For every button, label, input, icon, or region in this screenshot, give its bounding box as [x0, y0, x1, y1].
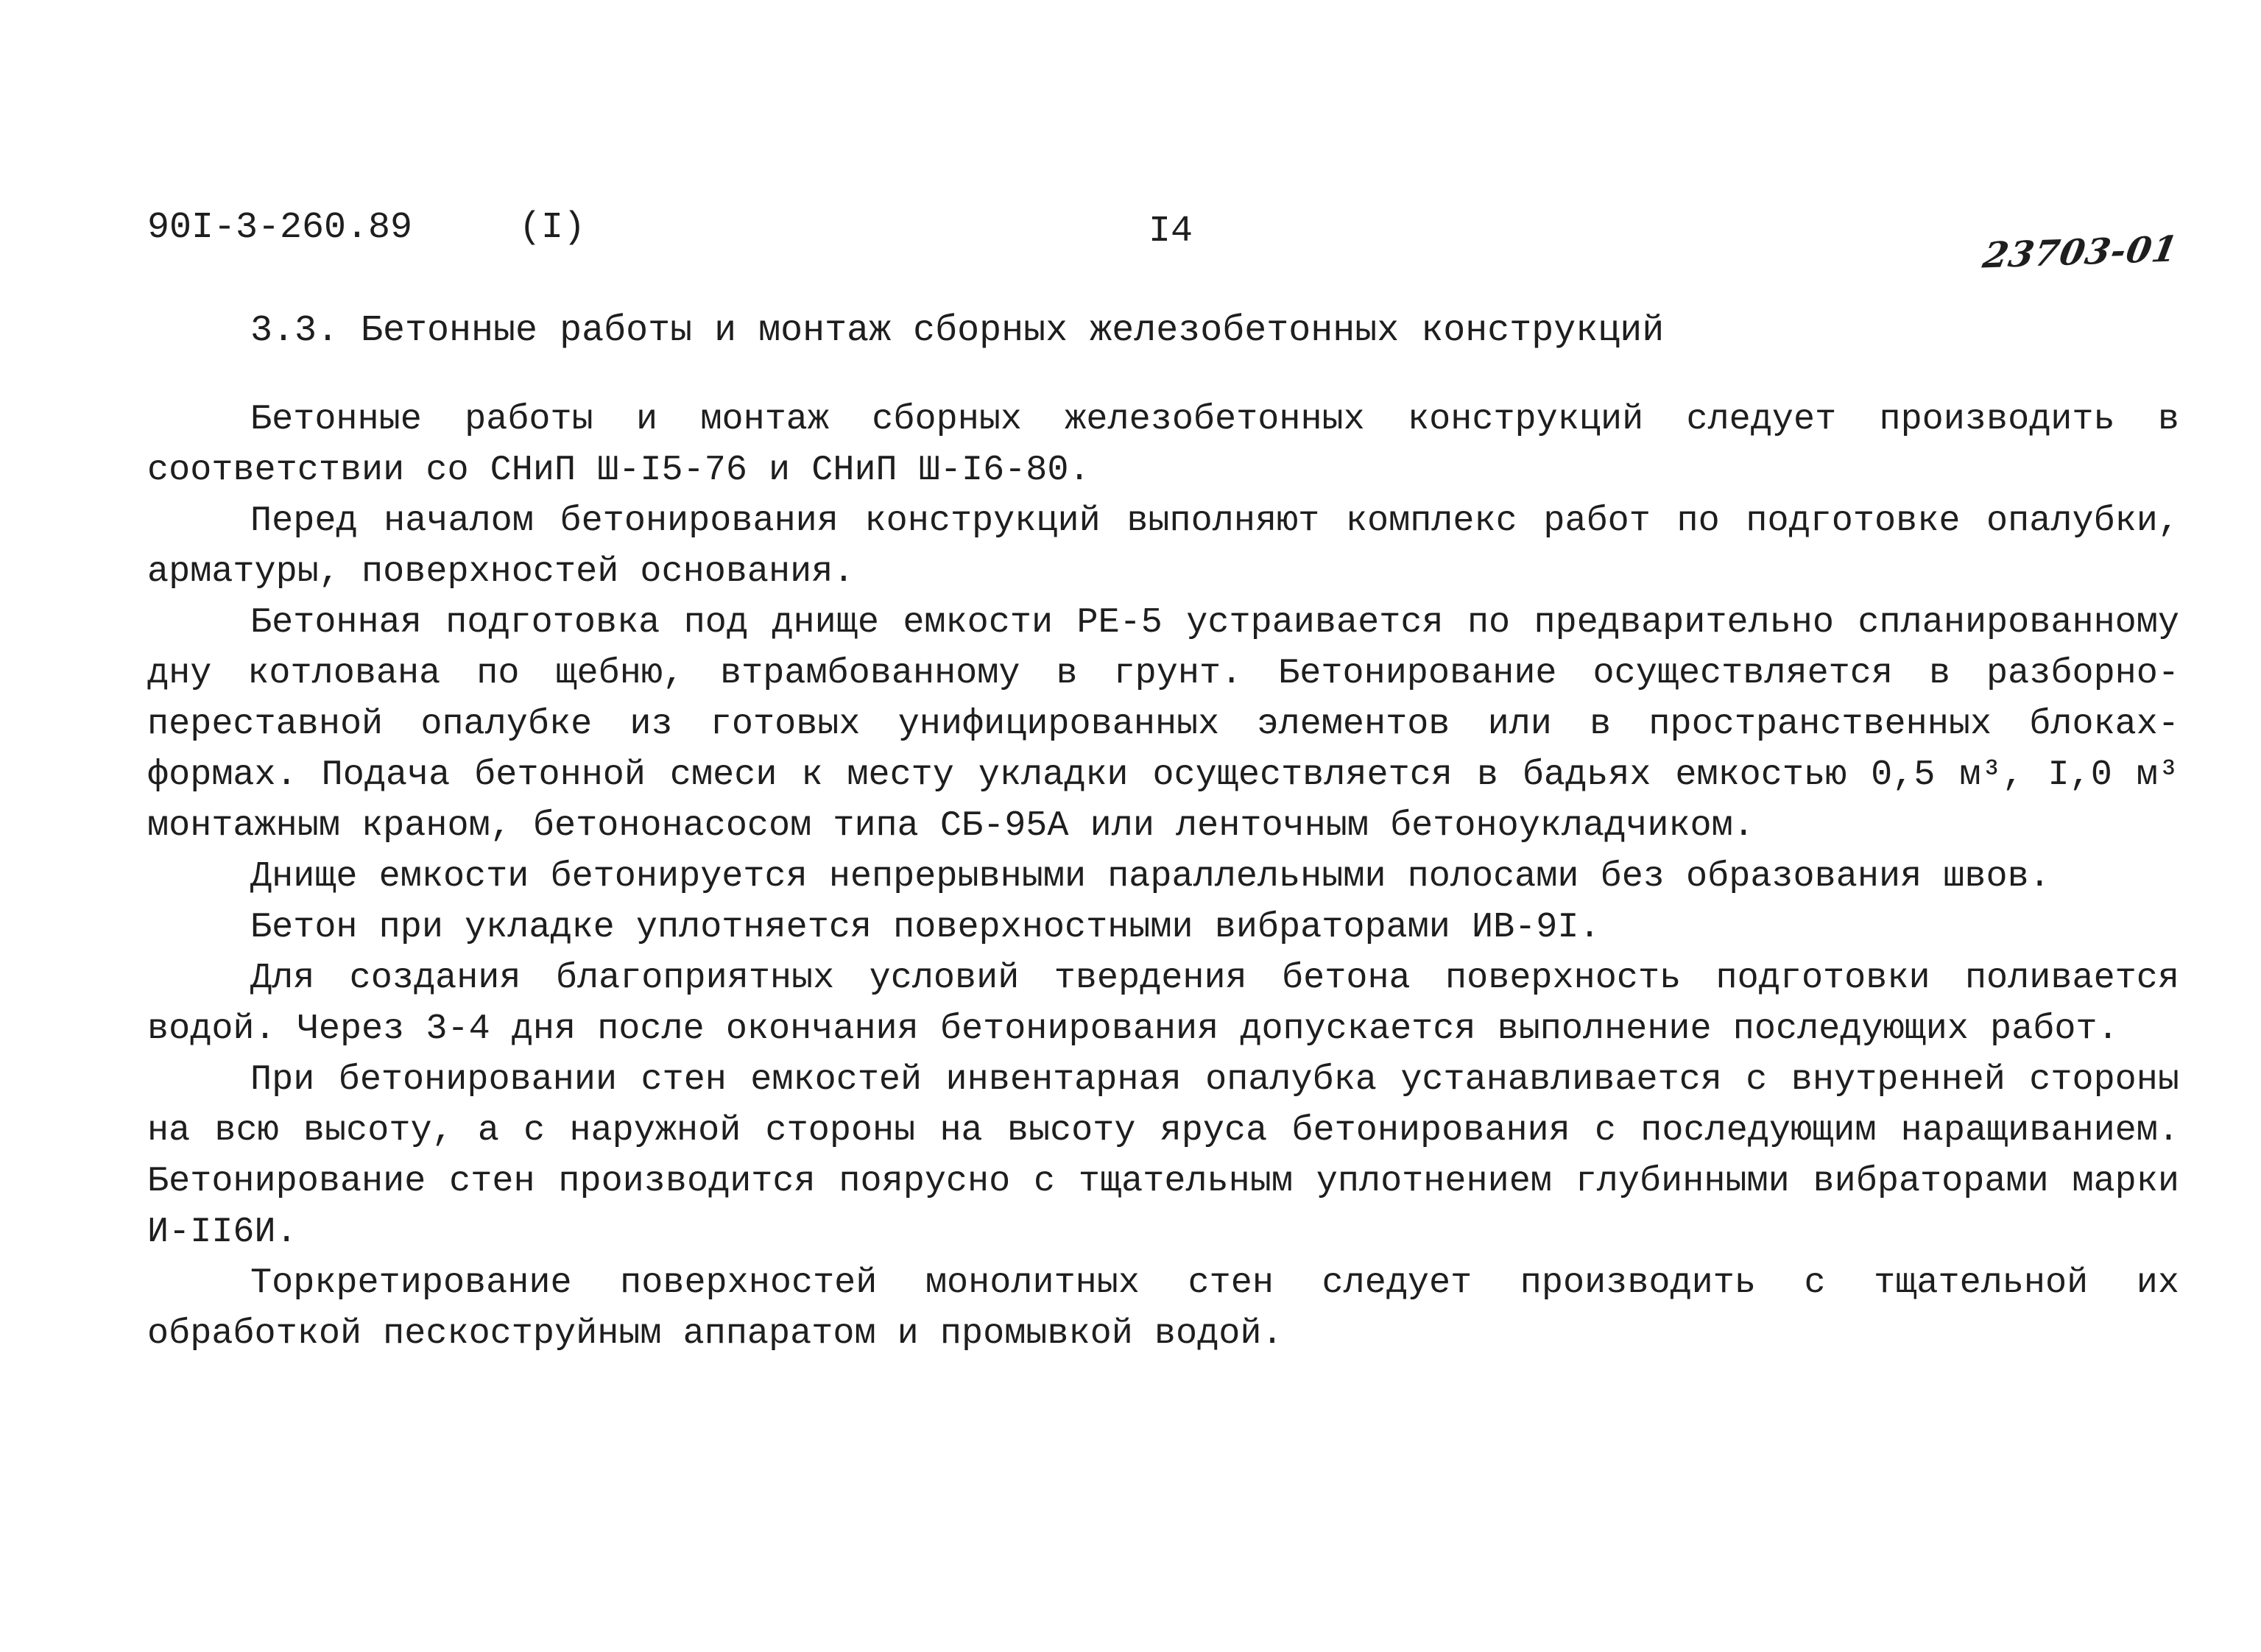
paragraph: Для создания благоприятных условий твердения бетона поверхность подготовки поливается водой. Через 3-4 дня после окончания бетонирования допускается выполнение последующих работ.: [147, 958, 2179, 1049]
page-number: I4: [1149, 211, 1193, 253]
paragraph: Днище емкости бетонируется непрерывными параллельными полосами без образования швов.: [250, 856, 2050, 897]
paragraph: Бетонные работы и монтаж сборных железобетонных конструкций следует производить в соответствии со СНиП Ш-I5-76 и СНиП Ш-I6-80.: [147, 399, 2179, 490]
document-part: (I): [519, 207, 586, 249]
paragraph: Бетон при укладке уплотняется поверхностными вибраторами ИВ-9I.: [250, 907, 1601, 947]
document-code: 90I-3-260.89: [147, 207, 413, 249]
section-title: 3.3. Бетонные работы и монтаж сборных железобетонных конструкций: [250, 310, 1665, 352]
paragraph: Перед началом бетонирования конструкций выполняют комплекс работ по подготовке опалубки, арматуры, поверхностей основания.: [147, 501, 2179, 592]
paragraph: Бетонная подготовка под днище емкости РЕ-5 устраивается по предварительно спланированному дну котлована по щебню, втрамбованному в грунт. Бетонирование осуществляется в разборно-переставной опалубке из готовых унифицированных элементов или в пространственных блоках-формах. Подача бетонной смеси к месту укладки осуществляется в бадьях емкостью 0,5 м³, I,0 м³ монтажным краном, бетононасосом типа СБ-95А или ленточным бетоноукладчиком.: [147, 602, 2179, 846]
paragraph: Торкретирование поверхностей монолитных стен следует производить с тщательной их обработкой пескоструйным аппаратом и промывкой водой.: [147, 1263, 2179, 1354]
handwritten-inventory-number: 23703-01: [1980, 228, 2181, 277]
paragraph: При бетонировании стен емкостей инвентарная опалубка устанавливается с внутренней стороны на всю высоту, а с наружной стороны на высоту яруса бетонирования с последующим наращиванием. Бетонирование стен производится поярусно с тщательным уплотнением глубинными вибраторами марки И-II6И.: [147, 1059, 2179, 1252]
body-text: [147, 394, 2179, 1359]
